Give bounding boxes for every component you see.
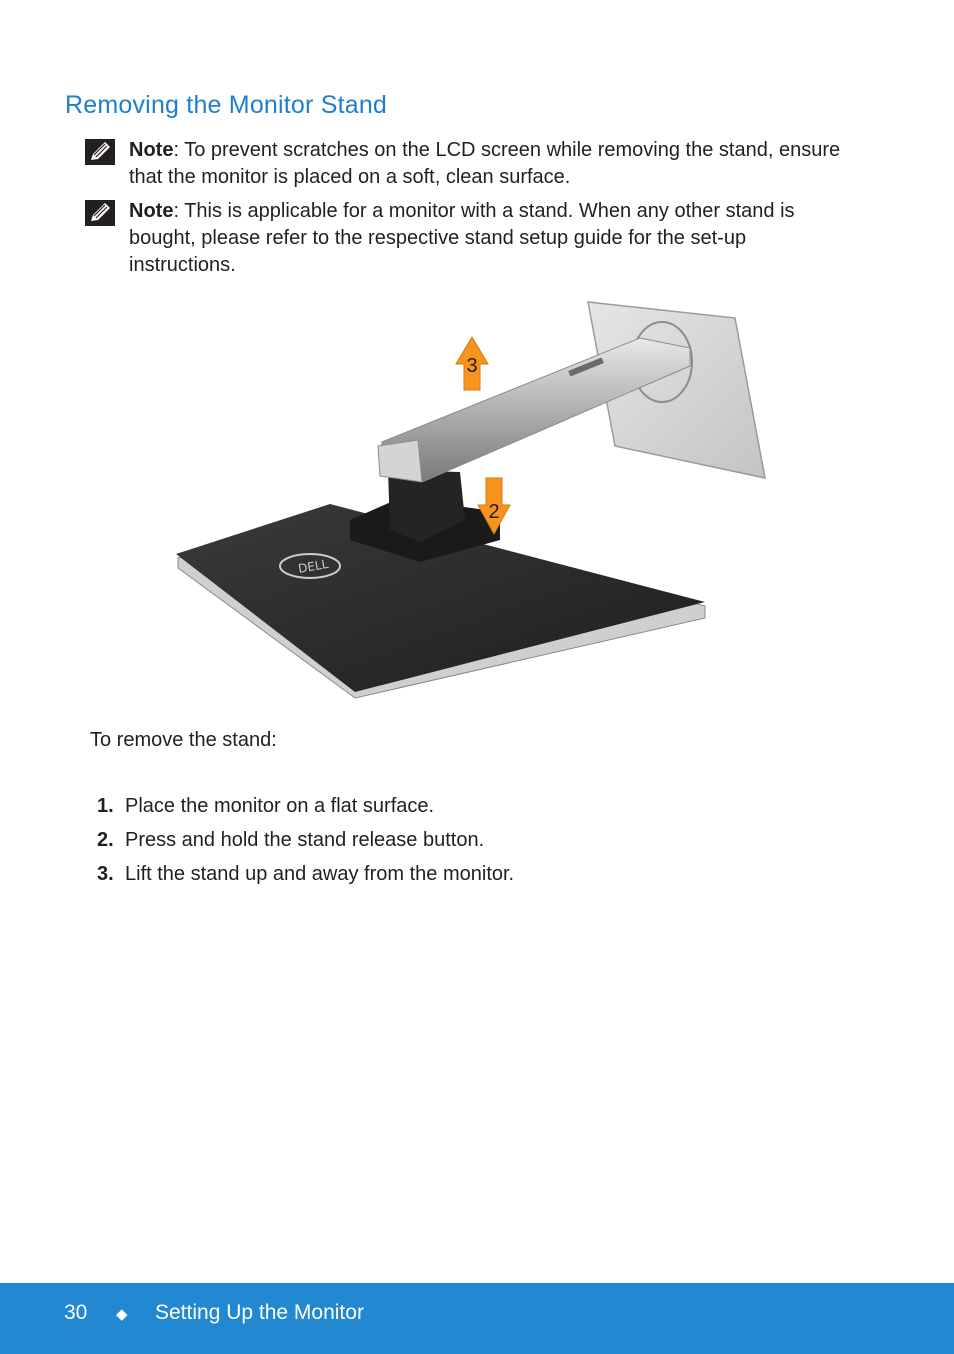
note-1-text: Note: To prevent scratches on the LCD screen while removing the stand, ensure that the monitor is placed on a soft, clean surface. bbox=[129, 139, 841, 188]
page-title: Removing the Monitor Stand bbox=[65, 91, 388, 119]
note-2-text: Note: This is applicable for a monitor with a stand. When any other stand is bought, please refer to the respective stand setup guide for the set-up instructions. bbox=[129, 200, 795, 276]
step-number: 2. bbox=[97, 829, 114, 851]
step-text: Press and hold the stand release button. bbox=[125, 829, 485, 851]
intro-text: To remove the stand: bbox=[90, 729, 277, 751]
step-number: 3. bbox=[97, 863, 114, 885]
step-item bbox=[97, 861, 797, 895]
step-list bbox=[97, 793, 797, 895]
lift-up-arrow bbox=[456, 337, 488, 390]
diamond-separator-icon: ◆ bbox=[116, 1306, 128, 1323]
note-pencil-icon bbox=[85, 139, 115, 165]
step-text: Place the monitor on a flat surface. bbox=[125, 795, 435, 817]
note-pencil-icon bbox=[85, 200, 115, 226]
stand-removal-illustration bbox=[170, 300, 770, 710]
arrow-2-label: 2 bbox=[488, 501, 500, 523]
step-text: Lift the stand up and away from the monitor. bbox=[125, 863, 515, 885]
section-title: Setting Up the Monitor bbox=[155, 1301, 364, 1324]
step-number: 1. bbox=[97, 795, 114, 817]
step-item bbox=[97, 793, 797, 827]
page-number: 30 bbox=[64, 1301, 88, 1324]
arrow-3-label: 3 bbox=[466, 355, 478, 377]
step-item bbox=[97, 827, 797, 861]
svg-text:DELL: DELL bbox=[297, 556, 330, 576]
page-footer bbox=[0, 1283, 954, 1354]
